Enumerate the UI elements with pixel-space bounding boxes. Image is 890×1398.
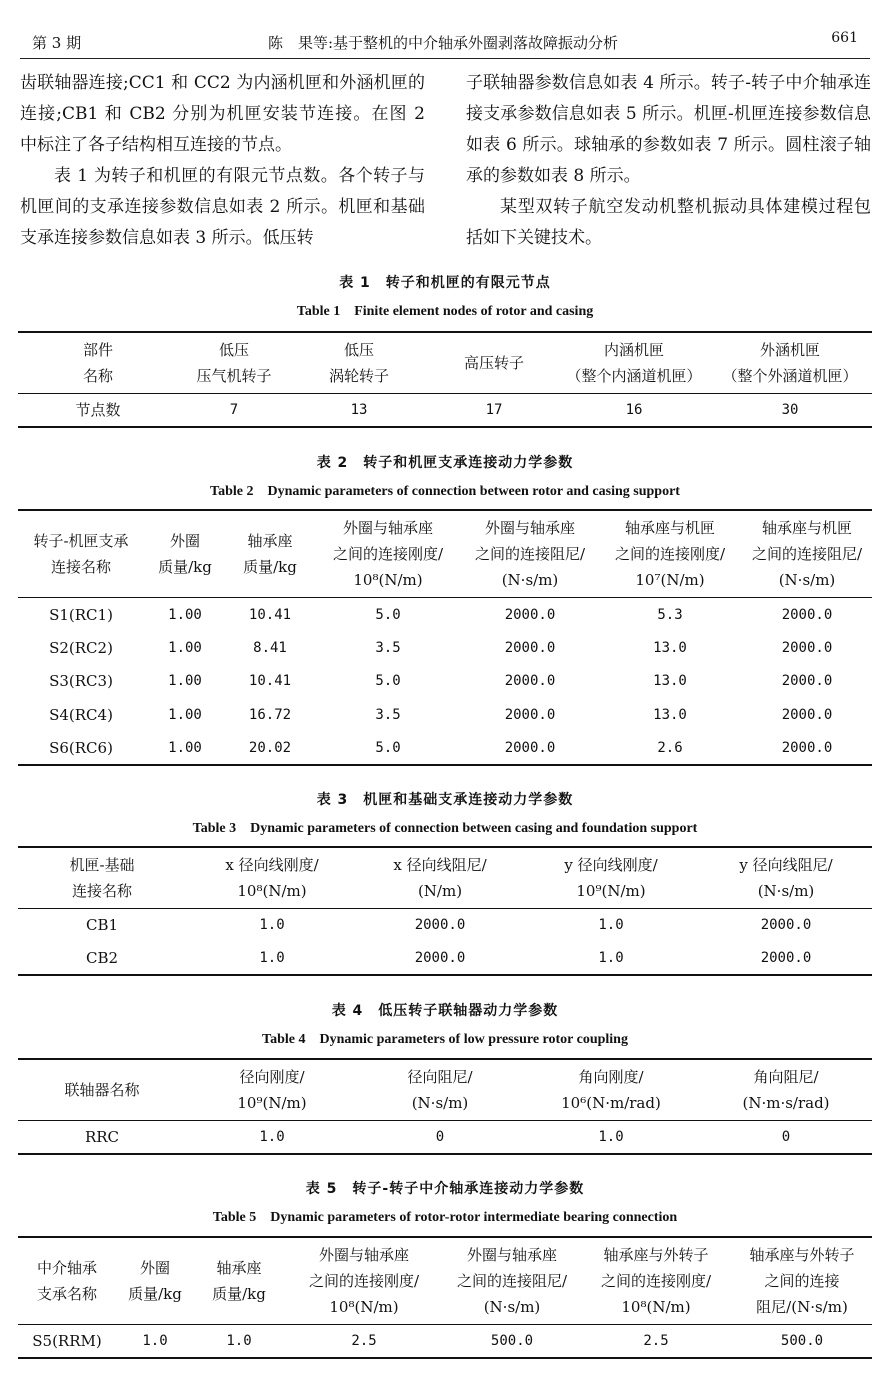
column-header-line: 轴承座 <box>216 1259 262 1277</box>
table-cell: 1.0 <box>598 1128 624 1145</box>
table-cell: 5.0 <box>375 606 401 623</box>
column-header <box>708 332 872 394</box>
table-cell: 7 <box>229 401 239 418</box>
table-row <box>18 1121 872 1154</box>
column-header <box>700 847 872 909</box>
column-header-line: 10⁶(N·m/rad) <box>561 1094 661 1112</box>
column-header-line: 外圈与轴承座 <box>466 1246 557 1264</box>
column-header-line: 内涵机匣 <box>603 341 664 359</box>
paragraph: 表 1 为转子和机匣的有限元节点数。各个转子与机匣间的支承连接参数信息如表 2 所示。机匣和基础支承连接参数信息如表 3 所示。低压转 <box>20 166 425 248</box>
column-header-line: y 径向线刚度/ <box>564 856 658 874</box>
table2-caption-en: Table 2 Dynamic parameters of connection between rotor and casing support <box>210 484 680 499</box>
table-cell: 10.41 <box>248 673 292 690</box>
table-cell: 2000.0 <box>414 949 466 966</box>
column-header <box>314 510 462 598</box>
table3 <box>18 846 872 976</box>
column-header <box>194 1237 284 1325</box>
table-cell: 1.00 <box>168 706 202 723</box>
column-header <box>18 847 186 909</box>
column-header-line: 径向阻尼/ <box>407 1068 473 1086</box>
column-header-line: 部件 <box>82 341 113 359</box>
column-header-line: 轴承座与外转子 <box>749 1246 855 1264</box>
table-cell: 5.3 <box>657 606 683 623</box>
column-header <box>742 510 872 598</box>
table-cell: 17 <box>485 401 503 418</box>
column-header-line: （整个外涵道机匣） <box>722 367 858 385</box>
table-cell: 2000.0 <box>781 739 833 756</box>
paragraph: 某型双转子航空发动机整机振动具体建模过程包括如下关键技术。 <box>466 197 871 248</box>
column-header-line: (N·s/m) <box>501 571 559 589</box>
table-cell: 20.02 <box>248 739 292 756</box>
column-header-line: 之间的连接阻尼/ <box>751 545 863 563</box>
column-header-line: 质量/kg <box>212 1285 266 1303</box>
table5 <box>18 1236 872 1359</box>
table-cell: 3.5 <box>375 639 401 656</box>
row-label-cell: S5(RRM) <box>32 1331 102 1350</box>
column-header-line: 之间的连接刚度/ <box>600 1272 712 1290</box>
table-row <box>18 698 872 732</box>
table4-caption <box>20 1000 870 1048</box>
table-cell: 1.0 <box>259 917 285 934</box>
table-cell: 1.0 <box>598 949 624 966</box>
table-cell: 2000.0 <box>504 639 556 656</box>
table-cell: 2000.0 <box>781 673 833 690</box>
table-cell: 1.0 <box>259 949 285 966</box>
column-header <box>522 1059 700 1121</box>
column-header <box>462 510 598 598</box>
column-header-line: 之间的连接刚度/ <box>308 1272 420 1290</box>
table-cell: 8.41 <box>253 639 287 656</box>
column-header-line: 中介轴承 <box>36 1259 97 1277</box>
column-header-line: 名称 <box>82 367 113 385</box>
table-cell: 1.0 <box>142 1332 168 1349</box>
column-header <box>18 332 178 394</box>
column-header <box>700 1059 872 1121</box>
column-header <box>284 1237 444 1325</box>
table-cell: 2000.0 <box>414 917 466 934</box>
column-header-line: (N·s/m) <box>411 1094 469 1112</box>
column-header <box>18 1237 116 1325</box>
column-header-line: 外涵机匣 <box>759 341 820 359</box>
table-cell: 2.6 <box>657 739 683 756</box>
column-header-line: 质量/kg <box>158 558 212 576</box>
table-cell: 2000.0 <box>781 639 833 656</box>
table4-caption-en: Table 4 Dynamic parameters of low pressure rotor coupling <box>262 1032 628 1047</box>
table-cell: 13.0 <box>653 639 687 656</box>
column-header-line: 外圈与轴承座 <box>318 1246 409 1264</box>
column-header-line: 角向阻尼/ <box>753 1068 819 1086</box>
row-label-cell: S6(RC6) <box>49 738 113 757</box>
table-cell: 13.0 <box>653 706 687 723</box>
column-header-line: 10⁹(N/m) <box>237 1094 307 1112</box>
table2-caption-zh: 表 2 转子和机匣支承连接动力学参数 <box>316 455 574 471</box>
column-header-line: x 径向线刚度/ <box>225 856 319 874</box>
column-header-line: 之间的连接刚度/ <box>614 545 726 563</box>
paragraph: 齿联轴器连接;CC1 和 CC2 为内涵机匣和外涵机匣的连接;CB1 和 CB2 分别为机匣安装节连接。在图 2 中标注了各子结构相互连接的节点。 <box>20 73 425 155</box>
column-header-line: 转子-机匣支承 <box>33 532 129 550</box>
table-cell: 2000.0 <box>504 606 556 623</box>
column-header-line: 涡轮转子 <box>328 367 389 385</box>
column-header-line: 轴承座 <box>247 532 293 550</box>
table-cell: 500.0 <box>780 1332 824 1349</box>
issue-number: 第 3 期 <box>32 34 82 52</box>
column-header-line: 阻尼/(N·s/m) <box>756 1298 848 1316</box>
table-cell: 1.00 <box>168 739 202 756</box>
table-cell: 2.5 <box>643 1332 669 1349</box>
column-header <box>444 1237 580 1325</box>
table2 <box>18 509 872 766</box>
column-header-line: x 径向线阻尼/ <box>393 856 487 874</box>
column-header-line: 之间的连接刚度/ <box>332 545 444 563</box>
row-label-cell: CB1 <box>85 916 119 935</box>
table-cell: 5.0 <box>375 673 401 690</box>
column-header-line: 外圈与轴承座 <box>342 519 433 537</box>
table-row <box>18 1325 872 1358</box>
column-header <box>358 1059 522 1121</box>
column-header <box>580 1237 732 1325</box>
column-header-line: 轴承座与机匣 <box>624 519 715 537</box>
table-cell: 2000.0 <box>781 606 833 623</box>
column-header-line: 角向刚度/ <box>578 1068 644 1086</box>
table-cell: 3.5 <box>375 706 401 723</box>
column-header-line: 连接名称 <box>71 882 132 900</box>
row-label-cell: CB2 <box>85 948 119 967</box>
column-header <box>226 510 314 598</box>
table-cell: 2000.0 <box>781 706 833 723</box>
column-header <box>178 332 290 394</box>
table-row <box>18 732 872 766</box>
column-header-line: 之间的连接阻尼/ <box>456 1272 568 1290</box>
column-header-line: 低压 <box>343 341 374 359</box>
table-row <box>18 665 872 699</box>
table5-caption-en: Table 5 Dynamic parameters of rotor-rotor intermediate bearing connection <box>212 1210 678 1225</box>
row-label-cell: S2(RC2) <box>49 638 113 657</box>
table1-caption <box>20 272 870 320</box>
column-header-line: 质量/kg <box>243 558 297 576</box>
column-header-line: 轴承座与机匣 <box>761 519 852 537</box>
table-cell: 500.0 <box>490 1332 534 1349</box>
row-label-cell: S1(RC1) <box>49 605 113 624</box>
table-cell: 5.0 <box>375 739 401 756</box>
column-header-line: 高压转子 <box>463 354 524 372</box>
running-header <box>20 28 870 58</box>
column-header-line: 外圈 <box>169 532 200 550</box>
column-header <box>186 847 358 909</box>
table-cell: 16 <box>625 401 643 418</box>
row-label-cell: RRC <box>84 1127 120 1146</box>
column-header <box>560 332 708 394</box>
column-header-line: 之间的连接 <box>764 1272 840 1290</box>
column-header-line: 径向刚度/ <box>239 1068 305 1086</box>
column-header-line: (N·s/m) <box>778 571 836 589</box>
column-header <box>428 332 560 394</box>
table-cell: 1.00 <box>168 639 202 656</box>
table-row <box>18 394 872 427</box>
column-header <box>144 510 226 598</box>
column-header-line: 10⁹(N/m) <box>576 882 646 900</box>
table-cell: 0 <box>435 1128 445 1145</box>
running-title: 陈 果等:基于整机的中介轴承外圈剥落故障振动分析 <box>268 34 619 52</box>
table-cell: 2000.0 <box>760 917 812 934</box>
table5-caption-zh: 表 5 转子-转子中介轴承连接动力学参数 <box>305 1181 585 1197</box>
row-label-cell: S4(RC4) <box>49 705 113 724</box>
column-header <box>732 1237 872 1325</box>
table-cell: 1.0 <box>598 917 624 934</box>
column-header-line: 低压 <box>218 341 249 359</box>
column-header-line: 10⁸(N/m) <box>237 882 307 900</box>
table-cell: 2000.0 <box>504 739 556 756</box>
column-header-line: （整个内涵道机匣） <box>566 367 702 385</box>
table4-caption-zh: 表 4 低压转子联轴器动力学参数 <box>331 1003 559 1019</box>
column-header-line: (N/m) <box>417 882 463 900</box>
column-header-line: 外圈与轴承座 <box>484 519 575 537</box>
column-header-line: 联轴器名称 <box>64 1081 140 1099</box>
paragraph: 子联轴器参数信息如表 4 所示。转子-转子中介轴承连接支承参数信息如表 5 所示。机匣-机匣连接参数信息如表 6 所示。球轴承的参数如表 7 所示。圆柱滚子轴承的参数如表 8 所示。 <box>466 73 871 186</box>
table3-caption-zh: 表 3 机匣和基础支承连接动力学参数 <box>316 792 574 808</box>
table-cell: 1.0 <box>259 1128 285 1145</box>
row-label-cell: 节点数 <box>75 401 121 420</box>
column-header-line: 压气机转子 <box>196 367 272 385</box>
table-cell: 13 <box>350 401 368 418</box>
table-cell: 2.5 <box>351 1332 377 1349</box>
table-cell: 1.0 <box>226 1332 252 1349</box>
column-header <box>18 510 144 598</box>
header-rule <box>20 58 870 59</box>
column-header-line: 10⁸(N/m) <box>329 1298 399 1316</box>
column-header <box>18 1059 186 1121</box>
column-header-line: 轴承座与外转子 <box>603 1246 709 1264</box>
table-cell: 0 <box>781 1128 791 1145</box>
column-header-line: 连接名称 <box>50 558 111 576</box>
column-header <box>290 332 428 394</box>
column-header <box>598 510 742 598</box>
column-header <box>522 847 700 909</box>
column-header-line: 外圈 <box>139 1259 170 1277</box>
column-header-line: 支承名称 <box>36 1285 97 1303</box>
table4 <box>18 1058 872 1155</box>
column-header-line: (N·m·s/rad) <box>742 1094 830 1112</box>
table3-caption <box>20 789 870 837</box>
column-header <box>358 847 522 909</box>
table2-caption <box>20 452 870 500</box>
body-column-left <box>20 68 425 254</box>
column-header-line: 10⁷(N/m) <box>635 571 705 589</box>
column-header <box>116 1237 194 1325</box>
column-header-line: 机匣-基础 <box>69 856 135 874</box>
column-header-line: 10⁸(N/m) <box>353 571 423 589</box>
table-cell: 16.72 <box>248 706 292 723</box>
table-cell: 30 <box>781 401 799 418</box>
column-header <box>186 1059 358 1121</box>
table-row <box>18 909 872 942</box>
table1-caption-zh: 表 1 转子和机匣的有限元节点 <box>339 275 551 291</box>
table-cell: 2000.0 <box>504 673 556 690</box>
table-cell: 1.00 <box>168 606 202 623</box>
column-header-line: 质量/kg <box>128 1285 182 1303</box>
column-header-line: (N·s/m) <box>757 882 815 900</box>
table-row <box>18 598 872 632</box>
table-row <box>18 631 872 665</box>
column-header-line: 10⁸(N/m) <box>621 1298 691 1316</box>
table3-caption-en: Table 3 Dynamic parameters of connection between casing and foundation support <box>192 821 698 836</box>
table-cell: 2000.0 <box>760 949 812 966</box>
table-row <box>18 942 872 975</box>
table-cell: 10.41 <box>248 606 292 623</box>
page-number: 661 <box>831 30 858 46</box>
column-header-line: y 径向线阻尼/ <box>739 856 833 874</box>
table1-caption-en: Table 1 Finite element nodes of rotor and casing <box>296 304 594 319</box>
table-cell: 1.00 <box>168 673 202 690</box>
table1 <box>18 331 872 428</box>
body-column-right <box>466 68 871 254</box>
table5-caption <box>20 1178 870 1226</box>
column-header-line: 之间的连接阻尼/ <box>474 545 586 563</box>
table-cell: 2000.0 <box>504 706 556 723</box>
row-label-cell: S3(RC3) <box>49 672 113 691</box>
table-cell: 13.0 <box>653 673 687 690</box>
column-header-line: (N·s/m) <box>483 1298 541 1316</box>
